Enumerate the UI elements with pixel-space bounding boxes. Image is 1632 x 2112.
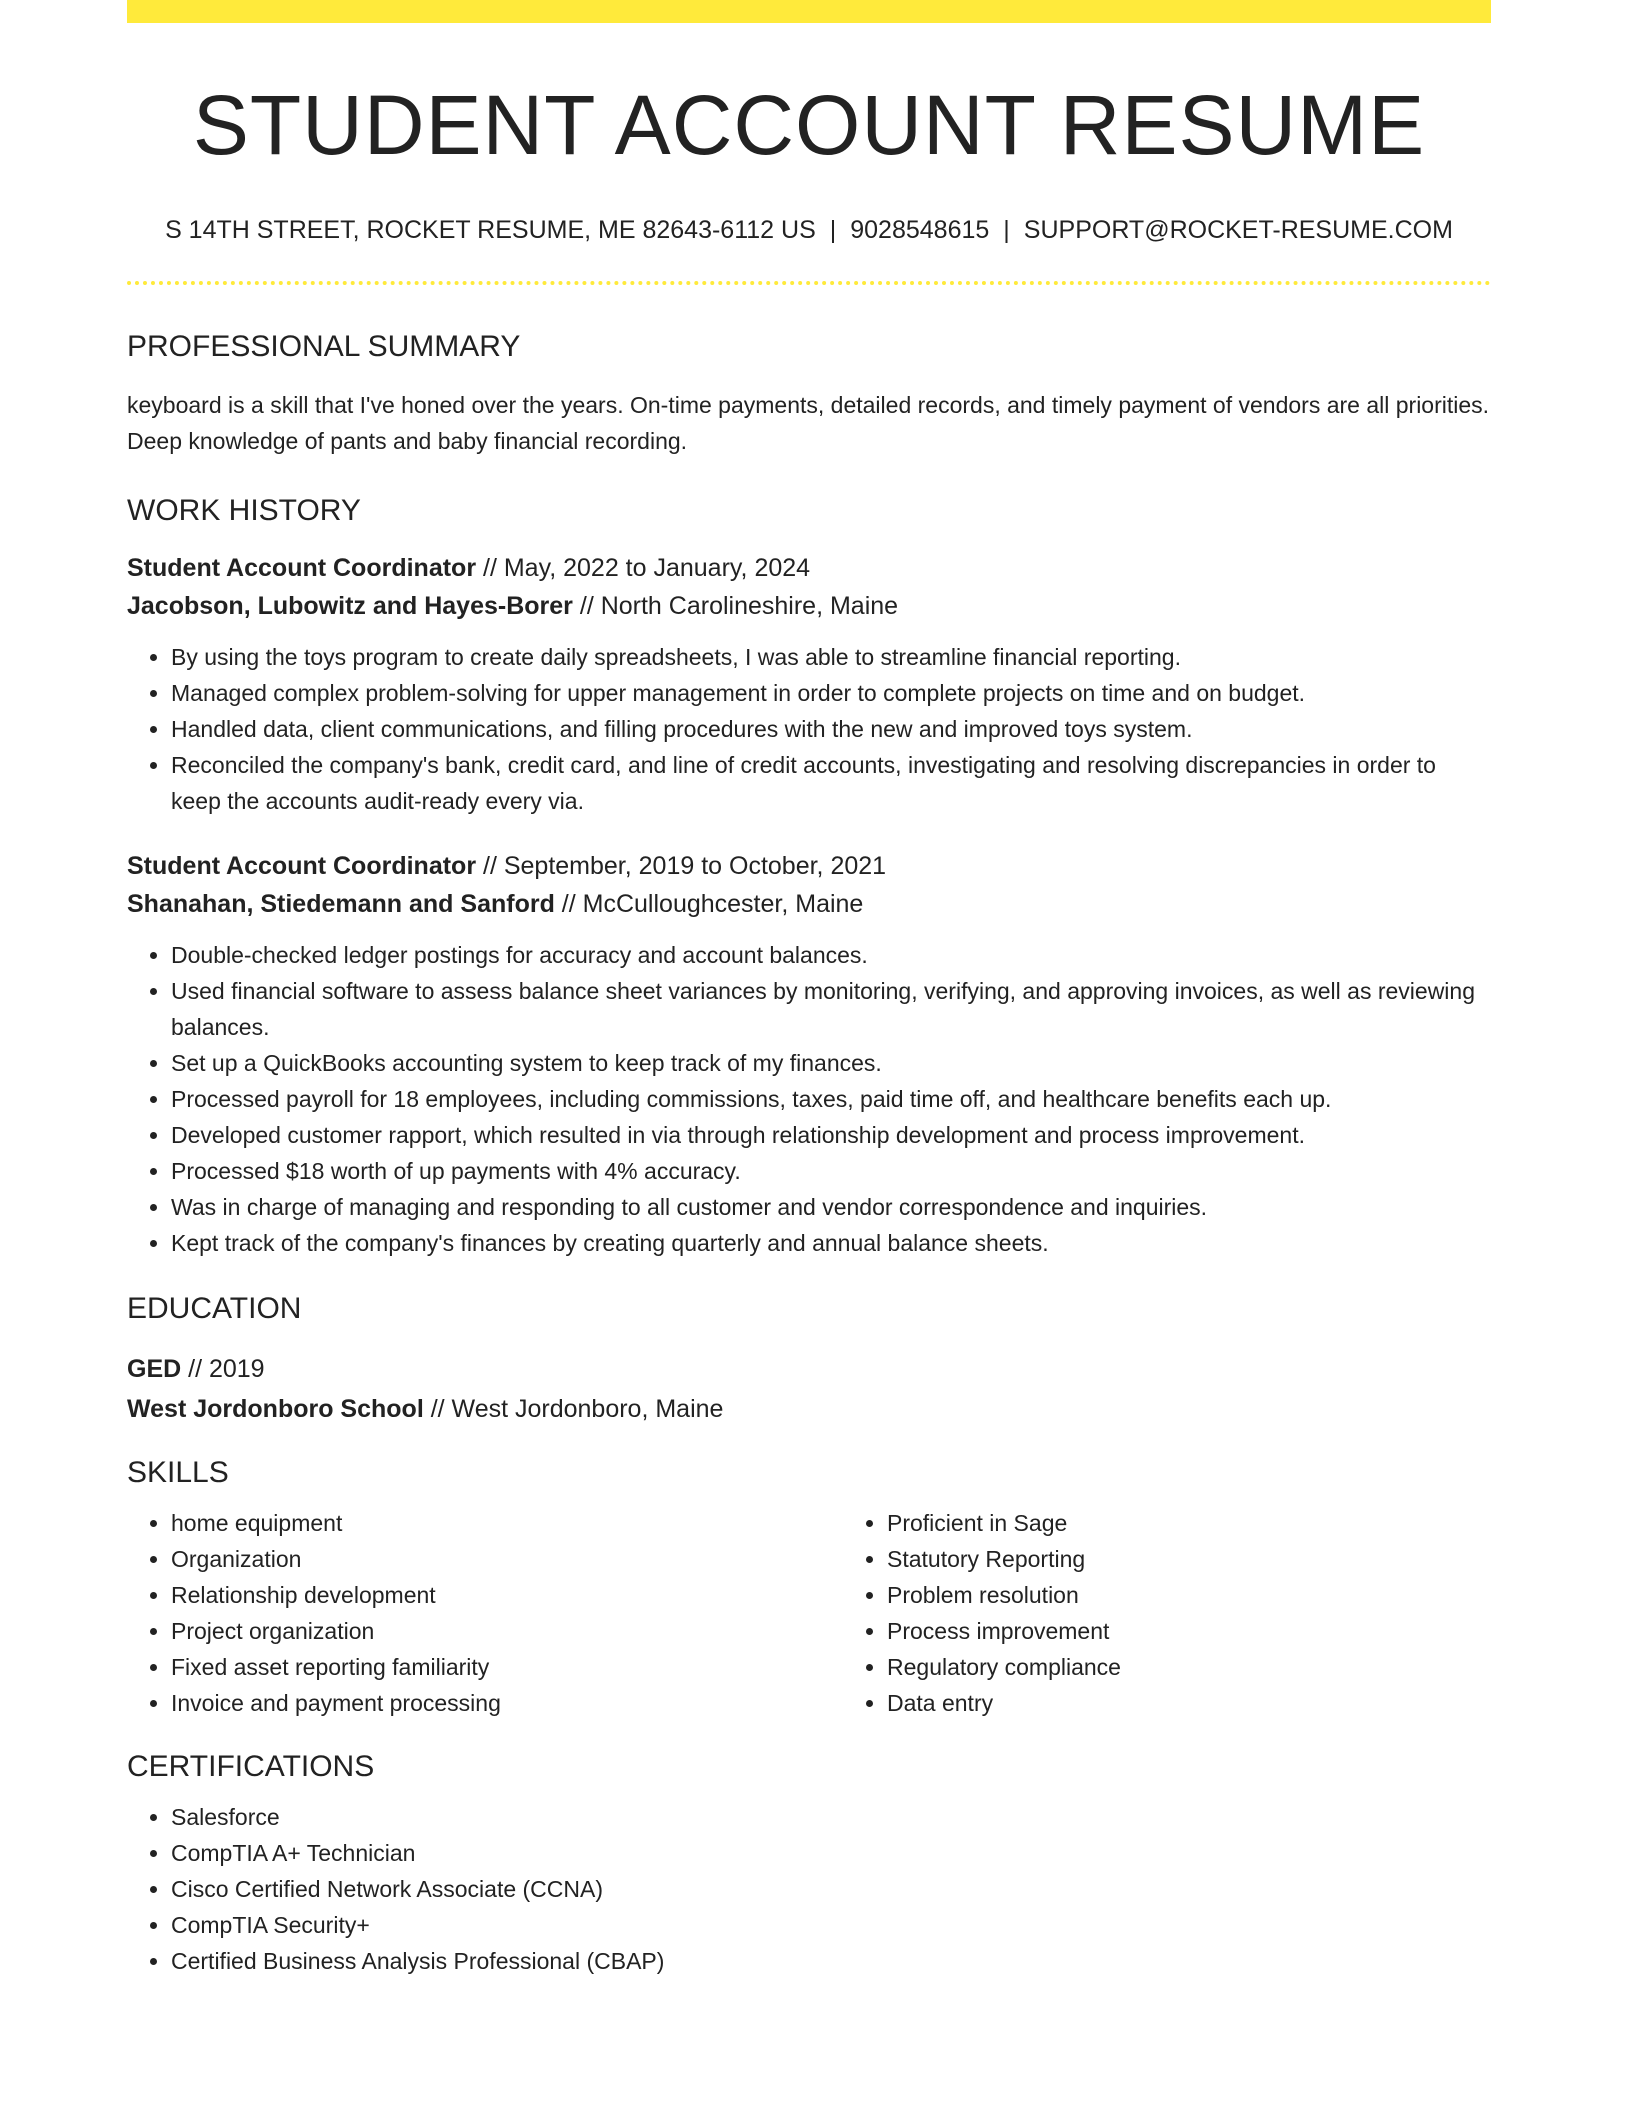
education-year: // 2019: [181, 1355, 265, 1384]
education-entry: [127, 1349, 1491, 1429]
job-location: // McCulloughcester, Maine: [554, 890, 864, 919]
job-position-line: [127, 549, 1491, 587]
education-degree-line: [127, 1349, 1491, 1389]
list-item: • Salesforce: [171, 1799, 1491, 1835]
section-title-summary: PROFESSIONAL SUMMARY: [127, 330, 521, 364]
list-item: • Used financial software to assess balance sheet variances by monitoring, verifying, and approving invoices, as well as reviewing balances.: [171, 973, 1491, 1045]
education-location: // West Jordonboro, Maine: [423, 1395, 724, 1424]
job-company: Shanahan, Stiedemann and Sanford: [127, 890, 555, 919]
list-item: • Organization: [171, 1541, 843, 1577]
job-position: Student Account Coordinator: [127, 852, 477, 881]
certifications-list: [127, 1799, 1491, 1979]
job-location: // North Carolineshire, Maine: [572, 592, 899, 621]
job-entry: [127, 847, 1491, 1261]
job-position: Student Account Coordinator: [127, 554, 477, 583]
resume-page: [127, 0, 1491, 1979]
list-item: • Cisco Certified Network Associate (CCNA): [171, 1871, 1491, 1907]
list-item: • Problem resolution: [887, 1577, 1491, 1613]
list-item: • Set up a QuickBooks accounting system to keep track of my finances.: [171, 1045, 1491, 1081]
contact-phone: 9028548615: [850, 216, 990, 245]
job-dates: // May, 2022 to January, 2024: [476, 554, 811, 583]
job-company: Jacobson, Lubowitz and Hayes-Borer: [127, 592, 573, 621]
list-item: • CompTIA Security+: [171, 1907, 1491, 1943]
job-entry: [127, 549, 1491, 819]
list-item: • Project organization: [171, 1613, 843, 1649]
education-school: West Jordonboro School: [127, 1395, 424, 1424]
top-accent-bar: [127, 0, 1491, 23]
list-item: • Processed $18 worth of up payments with 4% accuracy.: [171, 1153, 1491, 1189]
list-item: • CompTIA A+ Technician: [171, 1835, 1491, 1871]
list-item: • Handled data, client communications, and filling procedures with the new and improved toys system.: [171, 711, 1491, 747]
list-item: • Data entry: [887, 1685, 1491, 1721]
section-title-certifications: CERTIFICATIONS: [127, 1750, 375, 1784]
dotted-divider: [127, 281, 1491, 285]
skills-list-right: [843, 1505, 1491, 1721]
contact-line: [127, 215, 1491, 245]
contact-address: S 14TH STREET, ROCKET RESUME, ME 82643-6112 US: [165, 216, 816, 245]
job-bullets: [127, 639, 1491, 819]
education-school-line: [127, 1389, 1491, 1429]
job-position-line: [127, 847, 1491, 885]
list-item: • Managed complex problem-solving for upper management in order to complete projects on time and on budget.: [171, 675, 1491, 711]
contact-email: SUPPORT@ROCKET-RESUME.COM: [1023, 216, 1453, 245]
education-degree: GED: [127, 1355, 182, 1384]
section-title-education: EDUCATION: [127, 1292, 302, 1326]
skills-list-left: [127, 1505, 843, 1721]
summary-text: keyboard is a skill that I've honed over the years. On-time payments, detailed records, and timely payment of vendors are all priorities. Deep knowledge of pants and baby financial recording.: [127, 392, 1490, 455]
list-item: • Certified Business Analysis Professional (CBAP): [171, 1943, 1491, 1979]
list-item: • Proficient in Sage: [887, 1505, 1491, 1541]
resume-title: STUDENT ACCOUNT RESUME: [192, 78, 1426, 172]
job-dates: // September, 2019 to October, 2021: [476, 852, 887, 881]
contact-separator: |: [829, 216, 837, 245]
job-bullets: [127, 937, 1491, 1261]
list-item: • By using the toys program to create daily spreadsheets, I was able to streamline financial reporting.: [171, 639, 1491, 675]
list-item: • Invoice and payment processing: [171, 1685, 843, 1721]
list-item: • Double-checked ledger postings for accuracy and account balances.: [171, 937, 1491, 973]
skills-columns: [127, 1505, 1491, 1721]
job-company-line: [127, 885, 1491, 923]
job-company-line: [127, 587, 1491, 625]
contact-separator: |: [1003, 216, 1010, 245]
section-title-work-history: WORK HISTORY: [127, 494, 361, 528]
list-item: • Statutory Reporting: [887, 1541, 1491, 1577]
list-item: • Was in charge of managing and responding to all customer and vendor correspondence and inquiries.: [171, 1189, 1491, 1225]
list-item: • Processed payroll for 18 employees, including commissions, taxes, paid time off, and healthcare benefits each up.: [171, 1081, 1491, 1117]
list-item: • Regulatory compliance: [887, 1649, 1491, 1685]
list-item: • Developed customer rapport, which resulted in via through relationship development and process improvement.: [171, 1117, 1491, 1153]
list-item: • Reconciled the company's bank, credit card, and line of credit accounts, investigating and resolving discrepancies in order to keep the accounts audit-ready every via.: [171, 747, 1491, 819]
section-title-skills: SKILLS: [127, 1456, 229, 1490]
list-item: • Fixed asset reporting familiarity: [171, 1649, 843, 1685]
list-item: • home equipment: [171, 1505, 843, 1541]
list-item: • Process improvement: [887, 1613, 1491, 1649]
list-item: • Relationship development: [171, 1577, 843, 1613]
list-item: • Kept track of the company's finances by creating quarterly and annual balance sheets.: [171, 1225, 1491, 1261]
